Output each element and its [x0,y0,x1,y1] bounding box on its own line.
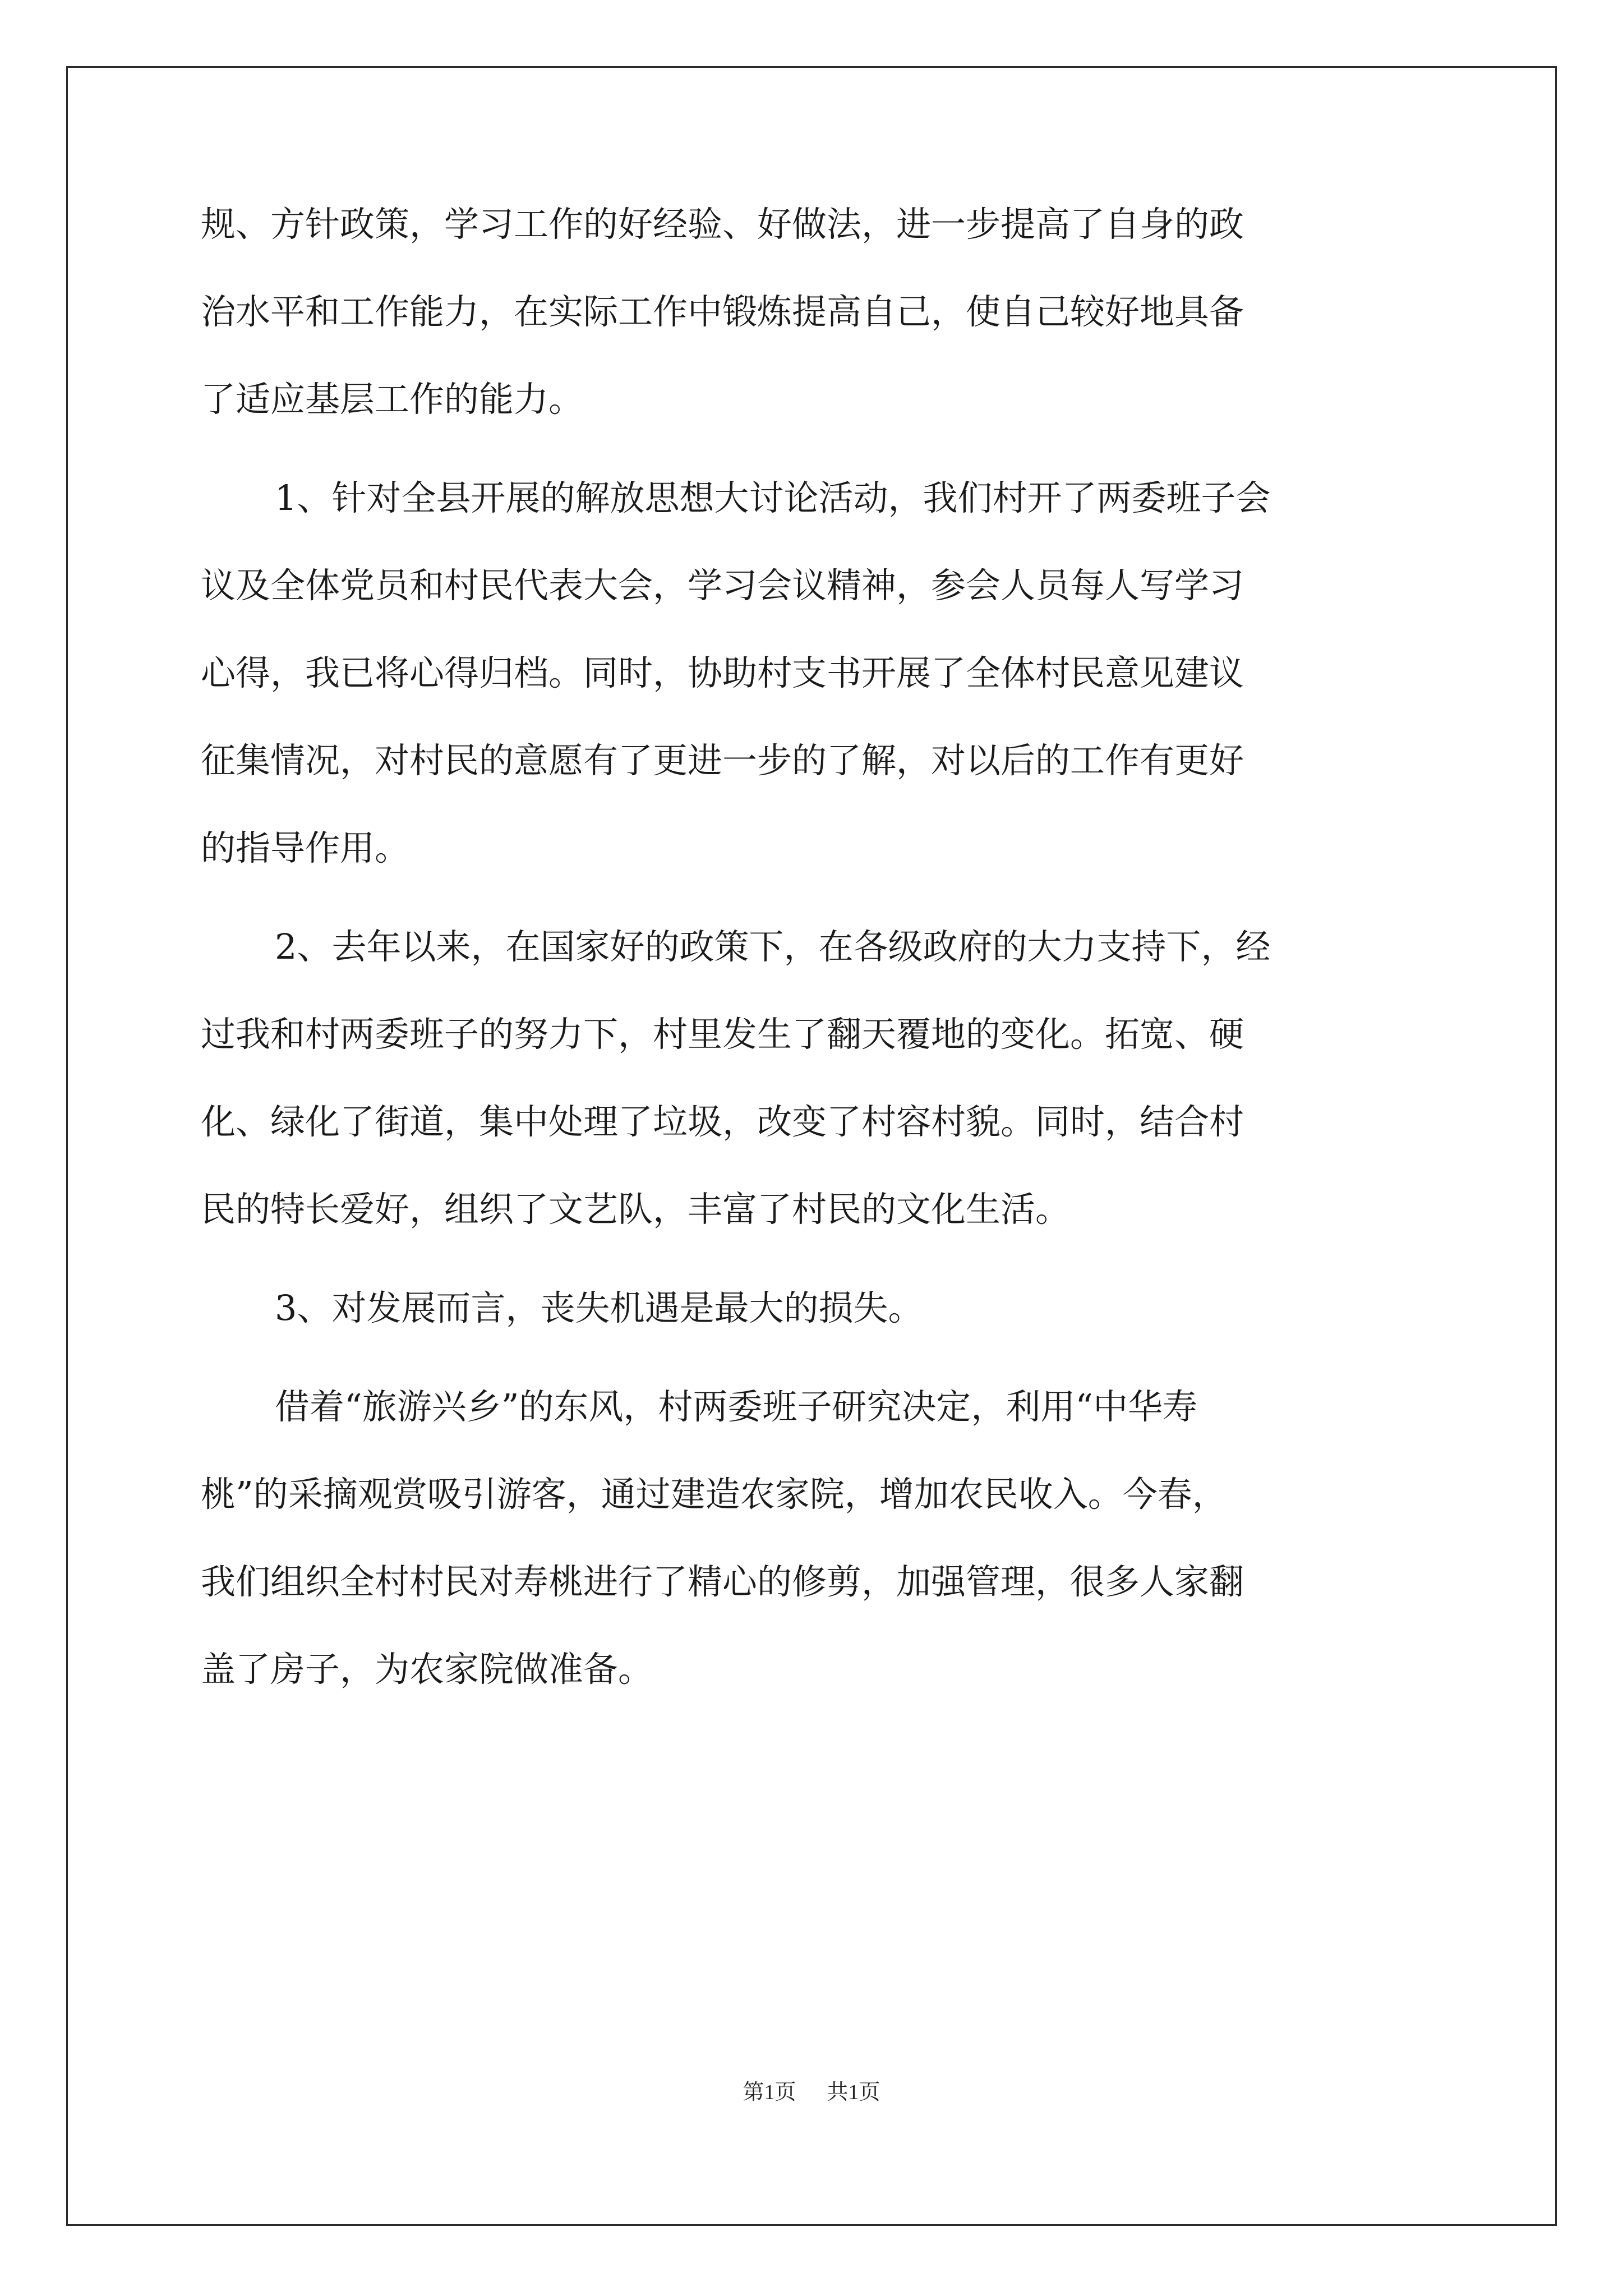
page-footer [0,2076,1623,2109]
text-line: 桃”的采摘观赏吸引游客，通过建造农家院，增加农民收入。今春， [201,1474,1227,1515]
page-number-current: 第1页 [743,2081,796,2104]
text-line: 我们组织全村村民对寿桃进行了精心的修剪，加强管理，很多人家翻 [201,1561,1244,1602]
text-line: 借着“旅游兴乡”的东风，村两委班子研究决定，利用“中华寿 [275,1386,1198,1427]
text-line: 治水平和工作能力，在实际工作中锻炼提高自己，使自己较好地具备 [201,291,1244,332]
text-line: 化、绿化了街道，集中处理了垃圾，改变了村容村貌。同时，结合村 [201,1101,1244,1142]
text-line: 心得，我已将心得归档。同时，协助村支书开展了全体村民意见建议 [201,652,1244,693]
text-line: 议及全体党员和村民代表大会，学习会议精神，参会人员每人写学习 [201,565,1244,606]
text-line: 的指导作用。 [201,827,410,868]
page-number-total: 共1页 [827,2081,880,2104]
text-line: 盖了房子，为农家院做准备。 [201,1649,653,1690]
text-line: 民的特长爱好，组织了文艺队，丰富了村民的文化生活。 [201,1189,1071,1230]
text-line: 征集情况，对村民的意愿有了更进一步的了解，对以后的工作有更好 [201,740,1244,781]
text-line: 了适应基层工作的能力。 [201,379,584,420]
text-line: 3、对发展而言，丧失机遇是最大的损失。 [275,1287,923,1328]
text-line: 规、方针政策，学习工作的好经验、好做法，进一步提高了自身的政 [201,204,1244,245]
text-line: 2、去年以来，在国家好的政策下，在各级政府的大力支持下，经 [275,926,1271,967]
text-line: 1、针对全县开展的解放思想大讨论活动，我们村开了两委班子会 [275,477,1271,518]
text-line: 过我和村两委班子的努力下，村里发生了翻天覆地的变化。拓宽、硬 [201,1014,1244,1055]
